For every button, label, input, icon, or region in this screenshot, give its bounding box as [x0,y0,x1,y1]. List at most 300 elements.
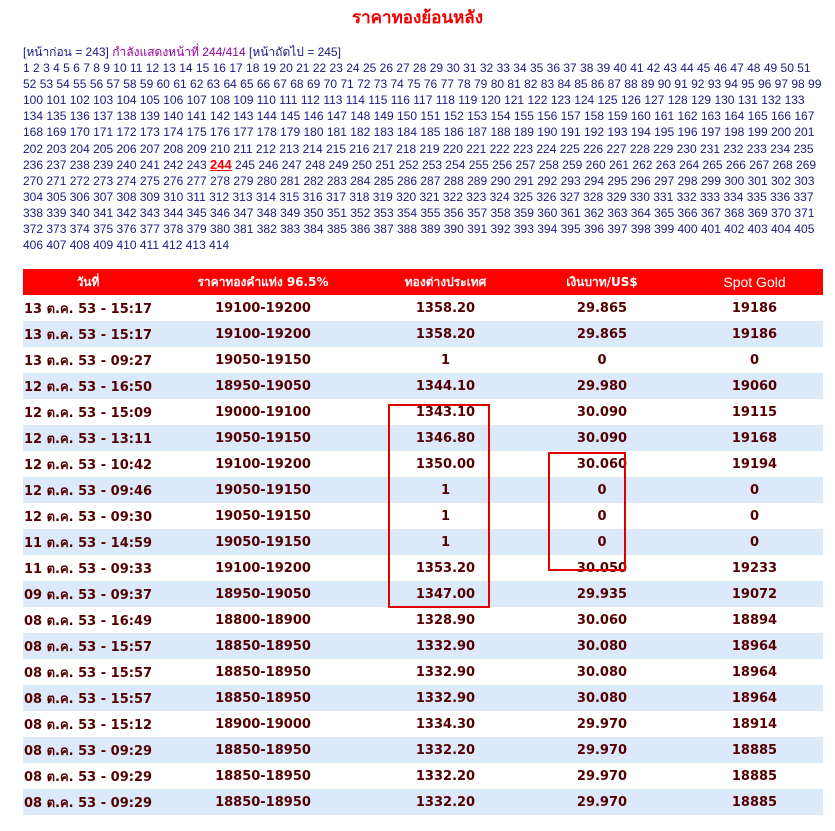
page-number-link[interactable]: 238 [69,157,90,172]
page-number-link[interactable]: 286 [397,173,418,188]
page-number-link[interactable]: 28 [413,61,427,76]
page-number-link[interactable]: 11 [129,61,143,76]
page-number-link[interactable]: 115 [368,93,388,108]
page-number-link[interactable]: 156 [537,109,558,124]
page-number-link[interactable]: 305 [46,189,67,204]
page-number-link[interactable]: 127 [644,93,665,108]
page-number-link[interactable]: 21 [296,61,310,76]
page-number-link[interactable]: 206 [116,141,137,156]
page-number-link[interactable]: 398 [630,222,651,237]
page-number-link[interactable]: 321 [419,189,440,204]
page-number-link[interactable]: 295 [607,173,628,188]
page-number-link[interactable]: 34 [513,61,527,76]
page-number-link[interactable]: 14 [179,61,193,76]
page-number-link[interactable]: 274 [116,173,137,188]
page-number-link[interactable]: 234 [770,141,791,156]
page-number-link[interactable]: 314 [255,189,276,204]
page-number-link[interactable]: 164 [724,109,745,124]
page-number-link[interactable]: 217 [372,141,393,156]
page-number-link[interactable]: 389 [420,222,441,237]
page-number-link[interactable]: 85 [574,77,588,92]
page-number-link[interactable]: 12 [145,61,160,76]
page-number-link[interactable]: 246 [258,157,279,172]
page-number-link[interactable]: 202 [23,141,44,156]
page-number-link[interactable]: 380 [210,222,231,237]
page-number-link[interactable]: 235 [793,141,814,156]
page-number-link[interactable]: 167 [794,109,815,124]
page-number-link[interactable]: 44 [680,61,694,76]
page-number-link[interactable]: 93 [707,77,722,92]
page-number-link[interactable]: 88 [624,77,638,92]
page-number-link[interactable]: 384 [303,222,324,237]
page-number-link[interactable]: 18 [246,61,260,76]
page-number-link[interactable]: 311 [186,189,206,204]
page-number-link[interactable]: 135 [46,109,67,124]
page-number-link[interactable]: 336 [770,189,791,204]
page-number-link[interactable]: 265 [702,157,723,172]
page-number-link[interactable]: 138 [116,109,137,124]
page-number-link[interactable]: 332 [676,189,697,204]
page-number-link[interactable]: 366 [677,205,698,220]
page-number-link[interactable]: 385 [326,222,347,237]
page-number-link[interactable]: 113 [323,93,343,108]
page-number-link[interactable]: 383 [280,222,301,237]
page-number-link[interactable]: 378 [163,222,184,237]
page-number-link[interactable]: 355 [420,205,441,220]
page-number-link[interactable]: 178 [256,125,277,140]
page-number-link[interactable]: 400 [677,222,698,237]
page-number-link[interactable]: 204 [69,141,90,156]
page-number-link[interactable]: 252 [398,157,419,172]
page-number-link[interactable]: 169 [46,125,67,140]
page-number-link[interactable]: 65 [240,77,254,92]
page-number-link[interactable]: 16 [212,61,226,76]
page-number-link[interactable]: 159 [607,109,628,124]
page-number-link[interactable]: 55 [73,77,87,92]
page-number-link[interactable]: 151 [420,109,441,124]
page-number-link[interactable]: 181 [326,125,347,140]
page-number-link[interactable]: 45 [697,61,711,76]
page-number-link[interactable]: 319 [372,189,393,204]
page-number-link[interactable]: 130 [714,93,735,108]
page-number-link[interactable]: 17 [229,61,243,76]
page-number-link[interactable]: 87 [607,77,621,92]
page-number-link[interactable]: 132 [761,93,782,108]
page-number-link[interactable]: 91 [674,77,688,92]
page-number-link[interactable]: 145 [280,109,301,124]
page-number-link[interactable]: 163 [700,109,721,124]
page-number-link[interactable]: 9 [103,61,110,76]
page-number-link[interactable]: 64 [223,77,237,92]
page-number-link[interactable]: 333 [699,189,721,204]
page-number-link[interactable]: 26 [379,61,393,76]
page-number-link[interactable]: 20 [279,61,293,76]
page-number-link[interactable]: 149 [373,109,394,124]
page-number-link[interactable]: 36 [546,61,561,76]
page-number-link[interactable]: 67 [273,77,287,92]
page-number-link[interactable]: 271 [46,173,67,188]
page-number-link[interactable]: 118 [435,93,455,108]
page-number-link[interactable]: 240 [116,157,137,172]
page-number-link[interactable]: 352 [350,205,371,220]
page-number-link[interactable]: 329 [606,189,627,204]
page-number-link[interactable]: 334 [723,189,744,204]
page-number-link[interactable]: 266 [725,157,746,172]
page-number-link[interactable]: 13 [162,61,176,76]
page-number-link[interactable]: 195 [654,125,675,140]
page-number-link[interactable]: 340 [69,205,90,220]
page-number-link[interactable]: 128 [667,93,688,108]
page-number-link[interactable]: 410 [116,238,137,253]
page-number-link[interactable]: 90 [657,77,672,92]
page-number-link[interactable]: 399 [654,222,675,237]
page-number-link[interactable]: 388 [397,222,418,237]
page-number-link[interactable]: 43 [663,61,677,76]
page-number-link[interactable]: 193 [607,125,628,140]
page-number-link[interactable]: 258 [538,157,559,172]
page-number-link[interactable]: 208 [163,141,184,156]
page-number-link[interactable]: 105 [139,93,160,108]
page-number-link[interactable]: 25 [362,61,377,76]
page-number-link[interactable]: 139 [139,109,160,124]
page-number-link[interactable]: 200 [771,125,792,140]
page-number-link[interactable]: 81 [507,77,521,92]
page-number-link[interactable]: 354 [397,205,418,220]
page-number-link[interactable]: 133 [784,93,805,108]
page-number-link[interactable]: 285 [373,173,394,188]
page-number-link[interactable]: 412 [162,238,183,253]
page-number-link[interactable]: 242 [163,157,184,172]
page-number-link[interactable]: 50 [780,61,794,76]
page-number-link[interactable]: 157 [560,109,581,124]
page-number-link[interactable]: 350 [303,205,324,220]
page-number-link[interactable]: 203 [46,141,67,156]
page-number-link[interactable]: 30 [446,61,460,76]
page-number-link[interactable]: 177 [233,125,254,140]
page-number-link[interactable]: 106 [163,93,184,108]
page-number-link[interactable]: 360 [537,205,558,220]
page-number-link[interactable]: 301 [747,173,768,188]
page-number-link[interactable]: 251 [375,157,396,172]
page-number-link[interactable]: 264 [679,157,700,172]
page-number-link[interactable]: 411 [139,238,160,253]
page-number-link[interactable]: 306 [69,189,90,204]
page-number-link[interactable]: 31 [463,61,477,76]
page-number-link[interactable]: 255 [468,157,489,172]
page-number-link[interactable]: 3 [43,61,50,76]
page-number-link[interactable]: 330 [629,189,650,204]
page-number-link[interactable]: 63 [206,77,221,92]
page-number-link[interactable]: 226 [583,141,604,156]
page-number-link[interactable]: 413 [185,238,206,253]
page-number-link[interactable]: 129 [691,93,712,108]
page-number-link[interactable]: 124 [574,93,595,108]
page-number-link[interactable]: 201 [794,125,815,140]
page-number-link[interactable]: 395 [560,222,581,237]
page-number-link[interactable]: 262 [632,157,653,172]
page-number-link[interactable]: 99 [808,77,822,92]
page-number-link[interactable]: 349 [280,205,301,220]
page-number-link[interactable]: 72 [357,77,371,92]
page-number-link[interactable]: 227 [606,141,627,156]
page-number-link[interactable]: 211 [233,141,253,156]
page-number-link[interactable]: 4 [53,61,60,76]
page-number-link[interactable]: 297 [654,173,675,188]
page-number-link[interactable]: 125 [597,93,618,108]
page-number-link[interactable]: 2 [33,61,40,76]
page-number-link[interactable]: 111 [279,93,298,108]
page-number-link[interactable]: 49 [763,61,778,76]
page-number-link[interactable]: 165 [747,109,768,124]
page-number-link[interactable]: 48 [747,61,761,76]
page-number-link[interactable]: 196 [677,125,698,140]
page-number-link[interactable]: 237 [46,157,67,172]
page-number-link[interactable]: 245 [235,157,256,172]
page-number-link[interactable]: 100 [23,93,44,108]
page-number-link[interactable]: 58 [123,77,137,92]
page-number-link[interactable]: 183 [373,125,394,140]
page-number-link[interactable]: 108 [210,93,231,108]
page-number-link[interactable]: 320 [396,189,417,204]
page-number-link[interactable]: 362 [584,205,605,220]
page-number-link[interactable]: 230 [676,141,697,156]
page-number-link[interactable]: 296 [630,173,651,188]
page-number-link[interactable]: 147 [326,109,347,124]
page-number-link[interactable]: 7 [83,61,90,76]
page-number-link[interactable]: 160 [630,109,651,124]
page-number-link[interactable]: 414 [209,238,230,253]
page-number-link[interactable]: 404 [771,222,792,237]
page-number-link[interactable]: 6 [73,61,80,76]
page-number-link[interactable]: 162 [677,109,698,124]
page-number-link[interactable]: 32 [479,61,494,76]
page-number-link[interactable]: 95 [741,77,755,92]
page-number-link[interactable]: 57 [106,77,120,92]
page-number-link[interactable]: 323 [466,189,487,204]
page-number-link[interactable]: 308 [116,189,137,204]
page-number-link[interactable]: 84 [557,77,571,92]
page-number-link[interactable]: 60 [156,77,170,92]
page-number-link[interactable]: 228 [629,141,650,156]
page-number-link[interactable]: 397 [607,222,628,237]
page-number-link[interactable]: 112 [300,93,320,108]
page-number-link[interactable]: 117 [413,93,433,108]
page-number-link[interactable]: 199 [747,125,768,140]
page-number-link[interactable]: 219 [419,141,440,156]
page-number-link[interactable]: 143 [233,109,254,124]
page-number-link[interactable]: 186 [443,125,464,140]
page-number-link[interactable]: 248 [305,157,326,172]
page-number-link[interactable]: 23 [329,61,343,76]
page-number-link[interactable]: 325 [512,189,534,204]
page-number-link[interactable]: 393 [513,222,534,237]
page-number-link[interactable]: 236 [23,157,44,172]
page-number-link[interactable]: 1 [23,61,30,76]
page-number-link[interactable]: 172 [116,125,137,140]
page-number-link[interactable]: 141 [186,109,207,124]
page-number-link[interactable]: 303 [794,173,815,188]
page-number-link[interactable]: 293 [560,173,581,188]
page-number-link[interactable]: 82 [524,77,538,92]
page-number-link[interactable]: 272 [69,173,90,188]
page-number-link[interactable]: 243 [186,157,207,172]
page-number-link[interactable]: 80 [490,77,505,92]
page-number-link[interactable]: 134 [23,109,44,124]
page-number-link[interactable]: 140 [163,109,184,124]
page-number-link[interactable]: 402 [724,222,745,237]
page-number-link[interactable]: 210 [210,141,231,156]
page-number-link[interactable]: 290 [490,173,511,188]
page-number-link[interactable]: 10 [113,61,127,76]
page-number-link[interactable]: 188 [490,125,511,140]
page-number-link[interactable]: 253 [422,157,443,172]
page-number-link[interactable]: 179 [280,125,301,140]
page-number-link[interactable]: 59 [139,77,154,92]
page-number-link[interactable]: 376 [116,222,137,237]
page-number-link[interactable]: 78 [457,77,471,92]
page-number-link[interactable]: 161 [654,109,675,124]
page-number-link[interactable]: 267 [749,157,770,172]
page-number-link[interactable]: 180 [303,125,324,140]
page-number-link[interactable]: 216 [349,141,370,156]
page-number-link[interactable]: 375 [93,222,114,237]
page-number-link[interactable]: 153 [467,109,488,124]
current-page-number[interactable]: 244 [210,156,232,172]
page-number-link[interactable]: 403 [747,222,768,237]
page-number-link[interactable]: 364 [630,205,651,220]
page-number-link[interactable]: 209 [186,141,207,156]
page-number-link[interactable]: 371 [794,205,815,220]
page-number-link[interactable]: 184 [397,125,418,140]
page-number-link[interactable]: 304 [23,189,44,204]
page-number-link[interactable]: 214 [302,141,323,156]
page-number-link[interactable]: 367 [700,205,721,220]
page-number-link[interactable]: 98 [791,77,805,92]
page-number-link[interactable]: 356 [443,205,464,220]
page-number-link[interactable]: 239 [93,157,114,172]
page-number-link[interactable]: 69 [306,77,321,92]
page-number-link[interactable]: 207 [139,141,160,156]
page-number-link[interactable]: 341 [93,205,114,220]
page-number-link[interactable]: 189 [513,125,534,140]
page-number-link[interactable]: 39 [596,61,611,76]
page-number-link[interactable]: 346 [210,205,231,220]
page-number-link[interactable]: 51 [797,61,811,76]
page-number-link[interactable]: 176 [210,125,231,140]
page-number-link[interactable]: 328 [583,189,604,204]
page-number-link[interactable]: 278 [210,173,231,188]
page-number-link[interactable]: 224 [536,141,557,156]
page-number-link[interactable]: 294 [584,173,605,188]
page-number-link[interactable]: 190 [537,125,558,140]
page-number-link[interactable]: 103 [93,93,114,108]
page-number-link[interactable]: 37 [563,61,577,76]
page-number-link[interactable]: 231 [699,141,721,156]
page-number-link[interactable]: 94 [724,77,738,92]
page-number-link[interactable]: 291 [513,173,534,188]
page-number-link[interactable]: 101 [46,93,67,108]
page-number-link[interactable]: 309 [139,189,160,204]
page-number-link[interactable]: 337 [793,189,814,204]
page-number-link[interactable]: 77 [440,77,454,92]
page-number-link[interactable]: 322 [442,189,463,204]
page-number-link[interactable]: 68 [290,77,304,92]
page-number-link[interactable]: 317 [325,189,347,204]
page-number-link[interactable]: 324 [489,189,510,204]
page-number-link[interactable]: 152 [443,109,464,124]
page-number-link[interactable]: 327 [559,189,580,204]
page-number-link[interactable]: 357 [467,205,488,220]
page-number-link[interactable]: 277 [186,173,207,188]
page-number-link[interactable]: 223 [512,141,534,156]
page-number-link[interactable]: 284 [350,173,371,188]
page-number-link[interactable]: 260 [585,157,606,172]
page-number-link[interactable]: 313 [232,189,253,204]
page-number-link[interactable]: 307 [93,189,114,204]
page-number-link[interactable]: 119 [458,93,478,108]
page-number-link[interactable]: 185 [420,125,441,140]
page-number-link[interactable]: 315 [279,189,300,204]
page-number-link[interactable]: 5 [63,61,70,76]
page-number-link[interactable]: 292 [537,173,558,188]
page-number-link[interactable]: 66 [256,77,271,92]
page-number-link[interactable]: 71 [340,77,354,92]
page-number-link[interactable]: 353 [373,205,394,220]
page-number-link[interactable]: 215 [325,141,347,156]
page-number-link[interactable]: 122 [527,93,548,108]
page-number-link[interactable]: 123 [550,93,571,108]
prev-page-link[interactable]: [หน้าก่อน = 243] [23,45,109,59]
page-number-link[interactable]: 83 [540,77,555,92]
page-number-link[interactable]: 273 [93,173,114,188]
page-number-link[interactable]: 182 [350,125,371,140]
page-number-link[interactable]: 377 [139,222,160,237]
page-number-link[interactable]: 269 [796,157,817,172]
page-number-link[interactable]: 74 [390,77,404,92]
page-number-link[interactable]: 35 [529,61,544,76]
page-number-link[interactable]: 351 [326,205,347,220]
page-number-link[interactable]: 390 [443,222,464,237]
page-number-link[interactable]: 15 [195,61,210,76]
page-number-link[interactable]: 409 [93,238,114,253]
page-number-link[interactable]: 76 [423,77,438,92]
page-number-link[interactable]: 338 [23,205,44,220]
page-number-link[interactable]: 194 [630,125,651,140]
page-number-link[interactable]: 221 [466,141,487,156]
page-number-link[interactable]: 97 [774,77,788,92]
page-number-link[interactable]: 326 [536,189,557,204]
page-number-link[interactable]: 365 [654,205,675,220]
page-number-link[interactable]: 225 [559,141,580,156]
page-number-link[interactable]: 241 [139,157,160,172]
page-number-link[interactable]: 166 [771,109,792,124]
page-number-link[interactable]: 369 [747,205,768,220]
page-number-link[interactable]: 137 [93,109,114,124]
page-number-link[interactable]: 154 [490,109,511,124]
page-number-link[interactable]: 75 [407,77,421,92]
page-number-link[interactable]: 102 [69,93,90,108]
page-number-link[interactable]: 22 [312,61,327,76]
page-number-link[interactable]: 46 [713,61,728,76]
page-number-link[interactable]: 131 [737,93,758,108]
page-number-link[interactable]: 171 [93,125,114,140]
page-number-link[interactable]: 213 [279,141,300,156]
page-number-link[interactable]: 41 [630,61,644,76]
page-number-link[interactable]: 232 [723,141,744,156]
page-number-link[interactable]: 79 [473,77,488,92]
page-number-link[interactable]: 408 [69,238,90,253]
page-number-link[interactable]: 107 [186,93,207,108]
